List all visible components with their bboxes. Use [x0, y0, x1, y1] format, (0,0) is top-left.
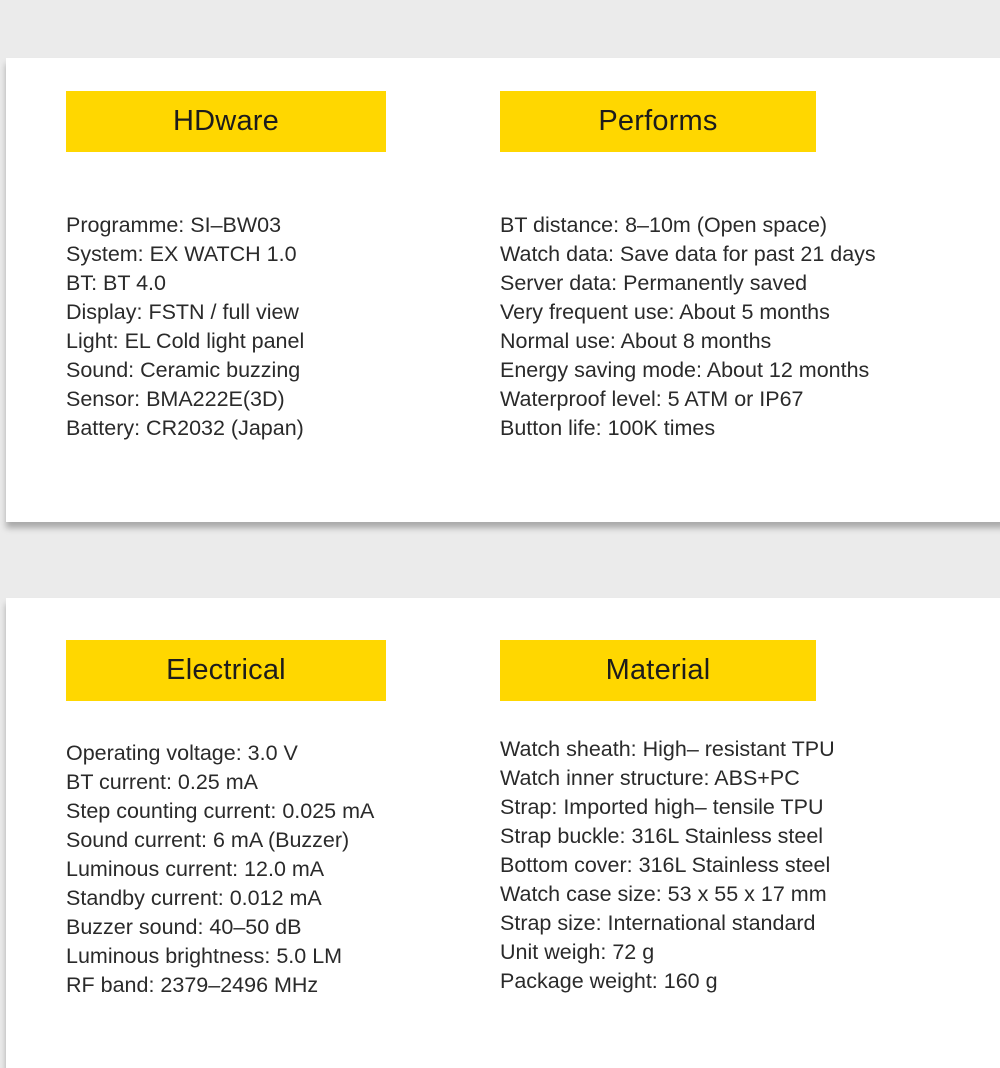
- spec-item: Programme: SI–BW03: [66, 213, 282, 237]
- spec-item: Step counting current: 0.025 mA: [66, 799, 375, 823]
- electrical-heading: Electrical: [66, 640, 386, 701]
- performs-heading: Performs: [500, 91, 816, 152]
- spec-item: RF band: 2379–2496 MHz: [66, 973, 319, 997]
- spec-item: Sound: Ceramic buzzing: [66, 358, 301, 382]
- spec-item: BT: BT 4.0: [66, 271, 166, 295]
- spec-item: Strap size: International standard: [500, 911, 816, 935]
- spec-item: Button life: 100K times: [500, 416, 716, 440]
- spec-item: Package weight: 160 g: [500, 969, 718, 993]
- spec-item: Luminous brightness: 5.0 LM: [66, 944, 343, 968]
- spec-item: Waterproof level: 5 ATM or IP67: [500, 387, 804, 411]
- spec-item: Light: EL Cold light panel: [66, 329, 305, 353]
- spec-item: Watch case size: 53 x 55 x 17 mm: [500, 882, 827, 906]
- electrical-section: [66, 640, 386, 1000]
- spec-item: Watch sheath: High– resistant TPU: [500, 737, 835, 761]
- spec-item: Energy saving mode: About 12 months: [500, 358, 870, 382]
- hdware-spec-list: [66, 211, 386, 443]
- spec-item: Watch data: Save data for past 21 days: [500, 242, 876, 266]
- performs-spec-list: [500, 211, 876, 443]
- spec-item: Sound current: 6 mA (Buzzer): [66, 828, 350, 852]
- spec-item: Very frequent use: About 5 months: [500, 300, 830, 324]
- hdware-section: [66, 91, 386, 443]
- material-spec-list: [500, 735, 835, 996]
- spec-item: Bottom cover: 316L Stainless steel: [500, 853, 831, 877]
- material-heading: Material: [500, 640, 816, 701]
- spec-item: Sensor: BMA222E(3D): [66, 387, 285, 411]
- spec-item: Standby current: 0.012 mA: [66, 886, 322, 910]
- spec-item: BT distance: 8–10m (Open space): [500, 213, 828, 237]
- spec-item: Watch inner structure: ABS+PC: [500, 766, 800, 790]
- spec-item: Battery: CR2032 (Japan): [66, 416, 304, 440]
- spec-item: BT current: 0.25 mA: [66, 770, 258, 794]
- spec-item: Normal use: About 8 months: [500, 329, 772, 353]
- material-section: [500, 640, 835, 996]
- performs-section: [500, 91, 876, 443]
- spec-item: Operating voltage: 3.0 V: [66, 741, 298, 765]
- hdware-heading: HDware: [66, 91, 386, 152]
- spec-item: Buzzer sound: 40–50 dB: [66, 915, 302, 939]
- spec-item: Server data: Permanently saved: [500, 271, 808, 295]
- spec-item: Unit weigh: 72 g: [500, 940, 655, 964]
- spec-item: Display: FSTN / full view: [66, 300, 299, 324]
- spec-item: Strap buckle: 316L Stainless steel: [500, 824, 824, 848]
- spec-item: Luminous current: 12.0 mA: [66, 857, 325, 881]
- electrical-spec-list: [66, 739, 386, 1000]
- spec-item: System: EX WATCH 1.0: [66, 242, 297, 266]
- spec-item: Strap: Imported high– tensile TPU: [500, 795, 824, 819]
